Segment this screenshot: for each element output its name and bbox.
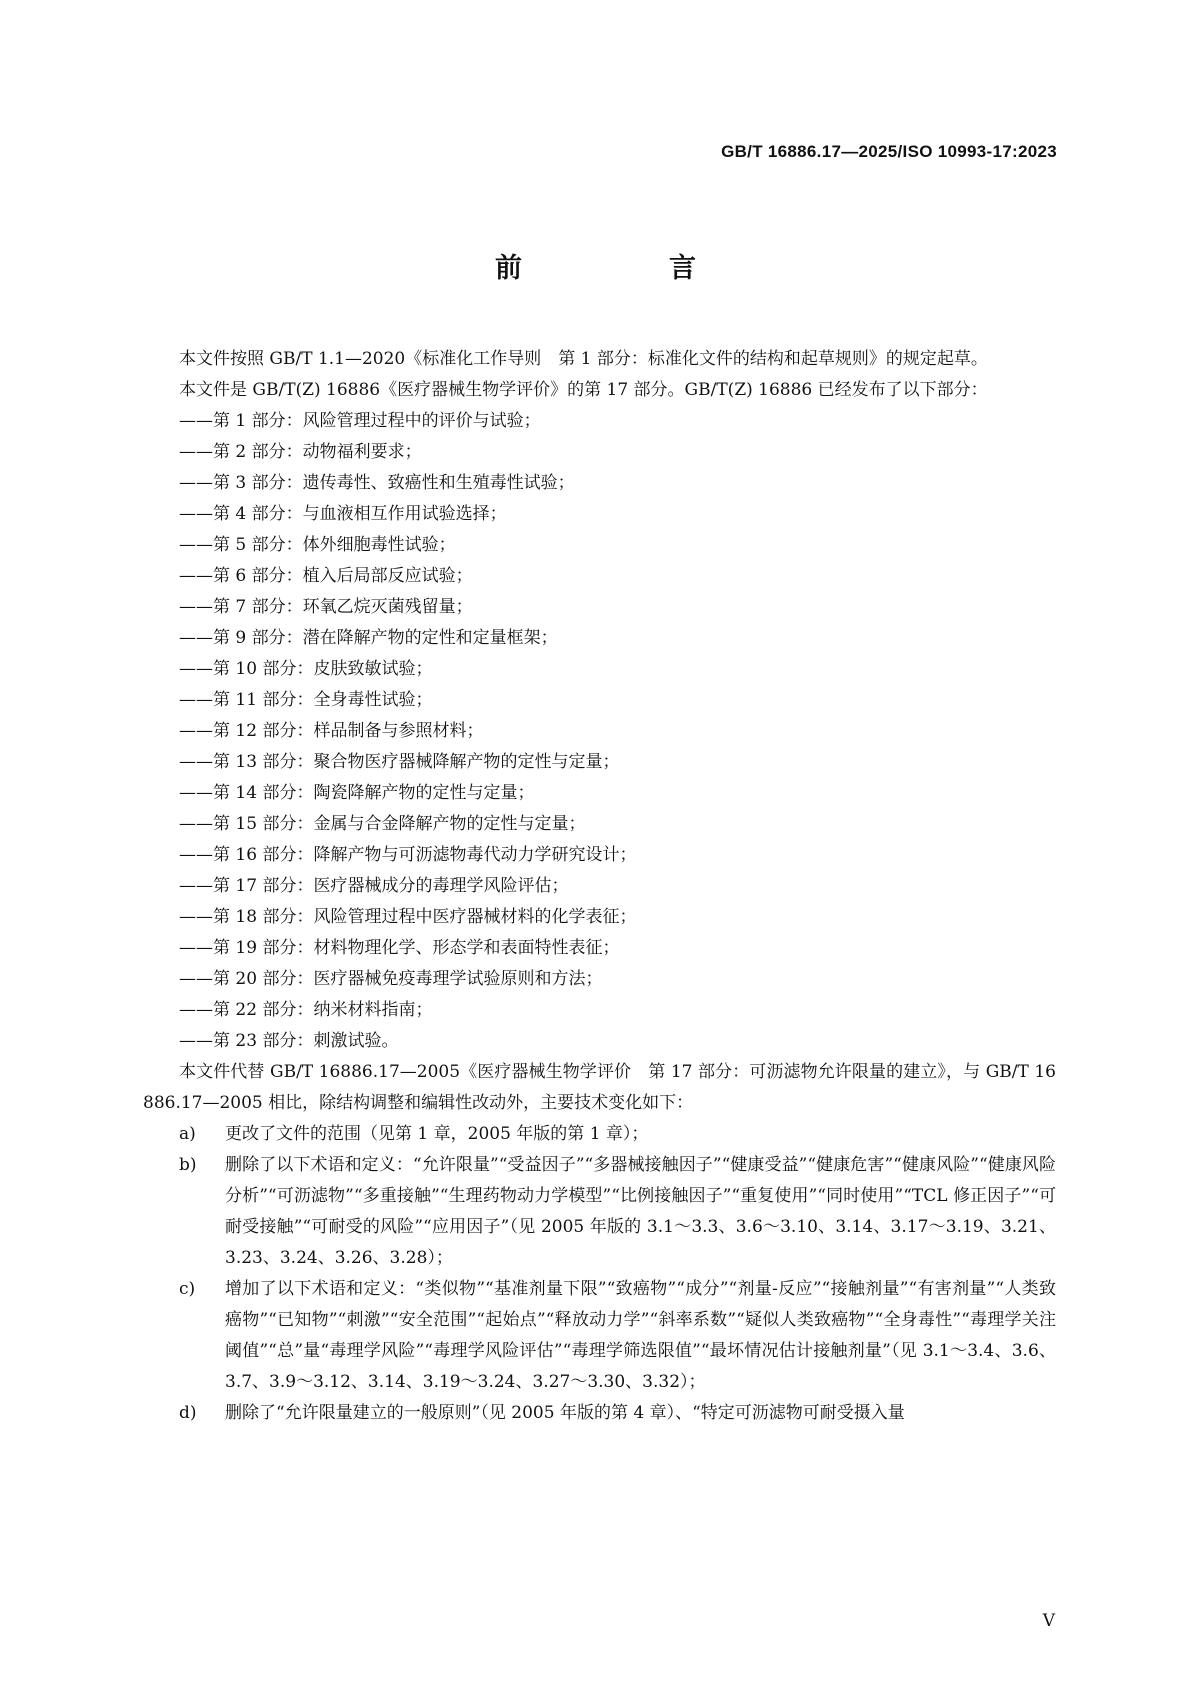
list-item: ——第 14 部分：陶瓷降解产物的定性与定量；: [179, 783, 535, 803]
list-item: ——第 2 部分：动物福利要求；: [179, 442, 422, 462]
list-item: ——第 5 部分：体外细胞毒性试验；: [179, 535, 456, 555]
list-item-text: 增加了以下术语和定义：“类似物”“基准剂量下限”“致癌物”“成分”“剂量-反应”“接触剂量”“有害剂量”“人类致癌物”“已知物”“刺激”“安全范围”“起始点”“释放动力学”“斜率系数”“疑似人类致癌物”“全身毒性”“毒理学关注阈值”“总”量“毒理学风险”“毒理学风险评估”“毒理学筛选限值”“最坏情况估计接触剂量”（见 3.1～3.4、3.6、3.7、3.9～3.12、3.14、3.19～3.24、3.27～3.30、3.32）；: [225, 1279, 1056, 1392]
list-item: ——第 9 部分：潜在降解产物的定性和定量框架；: [179, 628, 558, 648]
list-item: ——第 18 部分：风险管理过程中医疗器械材料的化学表征；: [179, 907, 637, 927]
list-item-text: 更改了文件的范围（见第 1 章，2005 年版的第 1 章）；: [225, 1124, 649, 1144]
list-item: ——第 19 部分：材料物理化学、形态学和表面特性表征；: [179, 938, 620, 958]
list-item: ——第 12 部分：样品制备与参照材料；: [179, 721, 484, 741]
list-item: ——第 13 部分：聚合物医疗器械降解产物的定性与定量；: [179, 752, 620, 772]
list-item: ——第 11 部分：全身毒性试验；: [179, 690, 433, 710]
list-item: ——第 10 部分：皮肤致敏试验；: [179, 659, 433, 679]
list-item: ——第 7 部分：环氧乙烷灭菌残留量；: [179, 597, 473, 617]
list-item: ——第 15 部分：金属与合金降解产物的定性与定量；: [179, 814, 586, 834]
list-item-text: 删除了以下术语和定义：“允许限量”“受益因子”“多器械接触因子”“健康受益”“健康危害”“健康风险”“健康风险分析”“可沥滤物”“多重接触”“生理药物动力学模型”“比例接触因子”“重复使用”“同时使用”“TCL 修正因子”“可耐受接触”“可耐受的风险”“应用因子”（见 2005 年版的 3.1～3.3、3.6～3.10、3.14、3.17～3.19、3.21、3.23、3.24、3.26、3.28）；: [225, 1155, 1056, 1268]
list-item: ——第 17 部分：医疗器械成分的毒理学风险评估；: [179, 876, 569, 896]
list-item: ——第 1 部分：风险管理过程中的评价与试验；: [179, 411, 541, 431]
list-item: [143, 1150, 1056, 1274]
list-marker: a): [179, 1124, 196, 1144]
document-body: [143, 344, 1056, 1429]
list-item: ——第 16 部分：降解产物与可沥滤物毒代动力学研究设计；: [179, 845, 637, 865]
parts-list: [143, 406, 1056, 1057]
page-number: V: [1042, 1611, 1055, 1631]
paragraph-replacement-note: 本文件代替 GB/T 16886.17—2005《医疗器械生物学评价 第 17 部分：可沥滤物允许限量的建立》，与 GB/T 16886.17—2005 相比，除结构调整和编辑性改动外，主要技术变化如下：: [143, 1062, 1056, 1113]
list-item: ——第 4 部分：与血液相互作用试验选择；: [179, 504, 507, 524]
list-item: ——第 20 部分：医疗器械免疫毒理学试验原则和方法；: [179, 969, 603, 989]
list-item: [143, 1274, 1056, 1398]
list-item: ——第 23 部分：刺激试验。: [179, 1031, 399, 1051]
page-title: 前 言: [495, 253, 756, 284]
technical-changes-list: [143, 1119, 1056, 1429]
paragraph-series-intro: 本文件是 GB/T(Z) 16886《医疗器械生物学评价》的第 17 部分。GB/T(Z) 16886 已经发布了以下部分：: [179, 380, 988, 400]
list-marker: d): [179, 1403, 197, 1423]
list-item: ——第 22 部分：纳米材料指南；: [179, 1000, 433, 1020]
standard-number-header: GB/T 16886.17—2025/ISO 10993-17:2023: [721, 142, 1057, 161]
list-marker: b): [179, 1155, 197, 1175]
list-item: [143, 1119, 1056, 1150]
list-item: ——第 3 部分：遗传毒性、致癌性和生殖毒性试验；: [179, 473, 575, 493]
list-item-text: 删除了“允许限量建立的一般原则”（见 2005 年版的第 4 章）、“特定可沥滤物可耐受摄入量: [225, 1403, 905, 1423]
list-item: ——第 6 部分：植入后局部反应试验；: [179, 566, 473, 586]
paragraph-drafting-rules: 本文件按照 GB/T 1.1—2020《标准化工作导则 第 1 部分：标准化文件的结构和起草规则》的规定起草。: [179, 349, 988, 369]
list-item: [143, 1398, 1056, 1429]
list-marker: c): [179, 1279, 196, 1299]
